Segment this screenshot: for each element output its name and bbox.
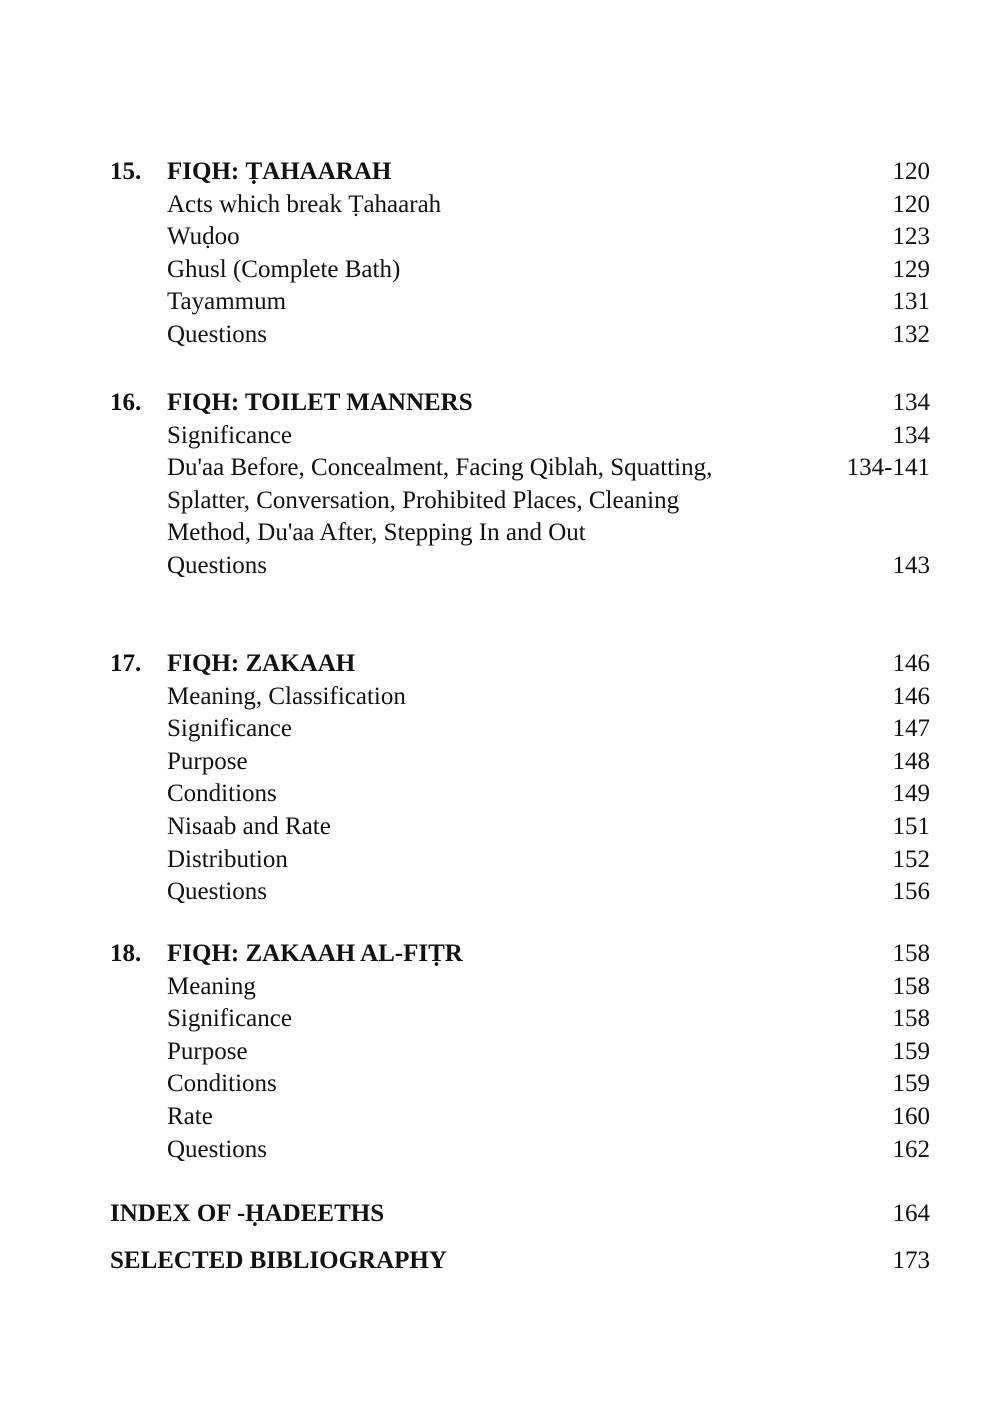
entry-title: Purpose xyxy=(167,747,248,775)
page-number: 159 xyxy=(892,1070,930,1098)
entry-title: Rate xyxy=(167,1102,213,1130)
entry-title: Questions xyxy=(167,878,267,906)
chapter-title: FIQH: ṬAHAARAH xyxy=(167,158,392,185)
chapter-17 xyxy=(0,648,1000,909)
chapter-number: 16. xyxy=(110,389,142,416)
chapter-heading[interactable] xyxy=(0,387,1000,420)
toc-entry[interactable] xyxy=(0,452,1000,550)
entry-title: Meaning, Classification xyxy=(167,682,406,710)
chapter-16 xyxy=(0,387,1000,583)
chapter-number: 17. xyxy=(110,650,142,677)
chapter-heading[interactable] xyxy=(0,156,1000,189)
page-number: 173 xyxy=(892,1247,930,1274)
chapter-title: FIQH: ZAKAAH xyxy=(167,650,356,677)
entry-title: Conditions xyxy=(167,780,277,808)
toc-entry[interactable] xyxy=(0,319,1000,352)
toc-entry[interactable] xyxy=(0,1036,1000,1069)
page-number: 152 xyxy=(892,845,930,873)
toc-entry[interactable] xyxy=(0,420,1000,453)
entry-title: Meaning xyxy=(167,972,256,1000)
entry-title: SELECTED BIBLIOGRAPHY xyxy=(110,1247,447,1274)
toc-entry[interactable] xyxy=(0,844,1000,877)
entry-title: Du'aa Before, Concealment, Facing Qiblah, Squatting, Splatter, Conversation, Prohibited Places, Cleaning Method, Du'aa After, Stepping In and Out xyxy=(167,454,713,547)
chapter-15 xyxy=(0,156,1000,352)
entry-title: Tayammum xyxy=(167,288,287,316)
entry-title: Conditions xyxy=(167,1070,277,1098)
entry-title: Significance xyxy=(167,421,292,449)
entry-title: Nisaab and Rate xyxy=(167,812,331,840)
toc-entry[interactable] xyxy=(0,189,1000,222)
toc-entry[interactable] xyxy=(0,1101,1000,1134)
page-number: 134 xyxy=(892,421,930,449)
chapter-heading[interactable] xyxy=(0,938,1000,971)
entry-title: Significance xyxy=(167,1005,292,1033)
toc-entry[interactable] xyxy=(0,254,1000,287)
page-number: 159 xyxy=(892,1037,930,1065)
page-number: 129 xyxy=(892,255,930,283)
toc-entry[interactable] xyxy=(0,971,1000,1004)
toc-entry[interactable] xyxy=(0,713,1000,746)
page-number: 164 xyxy=(892,1200,930,1227)
back-matter-index xyxy=(0,1198,1000,1231)
page-number: 160 xyxy=(892,1102,930,1130)
entry-title: Questions xyxy=(167,1135,267,1163)
toc-entry[interactable] xyxy=(0,876,1000,909)
entry-title: Questions xyxy=(167,551,267,579)
back-matter-bibliography xyxy=(0,1245,1000,1278)
toc-entry[interactable] xyxy=(0,286,1000,319)
page-number: 134-141 xyxy=(846,454,930,482)
page-number: 143 xyxy=(892,551,930,579)
entry-title: Purpose xyxy=(167,1037,248,1065)
page-number: 146 xyxy=(892,650,930,677)
page-number: 158 xyxy=(892,1005,930,1033)
page-number: 120 xyxy=(892,190,930,218)
page-number: 120 xyxy=(892,158,930,185)
toc-entry[interactable] xyxy=(0,746,1000,779)
index-entry[interactable] xyxy=(0,1198,1000,1231)
page-number: 149 xyxy=(892,780,930,808)
page-number: 134 xyxy=(892,389,930,416)
entry-title: Questions xyxy=(167,320,267,348)
page-number: 132 xyxy=(892,320,930,348)
toc-entry[interactable] xyxy=(0,221,1000,254)
entry-title: Significance xyxy=(167,715,292,743)
toc-entry[interactable] xyxy=(0,1003,1000,1036)
chapter-number: 18. xyxy=(110,940,142,967)
entry-title: Wuḍoo xyxy=(167,223,240,251)
page-number: 156 xyxy=(892,878,930,906)
entry-title: INDEX OF -ḤADEETHS xyxy=(110,1200,385,1227)
page-number: 123 xyxy=(892,223,930,251)
page-number: 148 xyxy=(892,747,930,775)
chapter-heading[interactable] xyxy=(0,648,1000,681)
entry-title: Acts which break Ṭahaarah xyxy=(167,190,442,218)
page-number: 162 xyxy=(892,1135,930,1163)
chapter-18 xyxy=(0,938,1000,1166)
page-number: 147 xyxy=(892,715,930,743)
page-number: 131 xyxy=(892,288,930,316)
page-number: 158 xyxy=(892,972,930,1000)
toc-entry[interactable] xyxy=(0,778,1000,811)
toc-entry[interactable] xyxy=(0,1068,1000,1101)
page-number: 146 xyxy=(892,682,930,710)
toc-entry[interactable] xyxy=(0,681,1000,714)
bibliography-entry[interactable] xyxy=(0,1245,1000,1278)
entry-title: Ghusl (Complete Bath) xyxy=(167,255,401,283)
page-number: 151 xyxy=(892,812,930,840)
toc-entry[interactable] xyxy=(0,1134,1000,1167)
page-number: 158 xyxy=(892,940,930,967)
chapter-title: FIQH: TOILET MANNERS xyxy=(167,389,473,416)
entry-title: Distribution xyxy=(167,845,288,873)
toc-entry[interactable] xyxy=(0,811,1000,844)
toc-entry[interactable] xyxy=(0,550,1000,583)
chapter-title: FIQH: ZAKAAH AL-FIṬR xyxy=(167,940,463,967)
chapter-number: 15. xyxy=(110,158,142,185)
